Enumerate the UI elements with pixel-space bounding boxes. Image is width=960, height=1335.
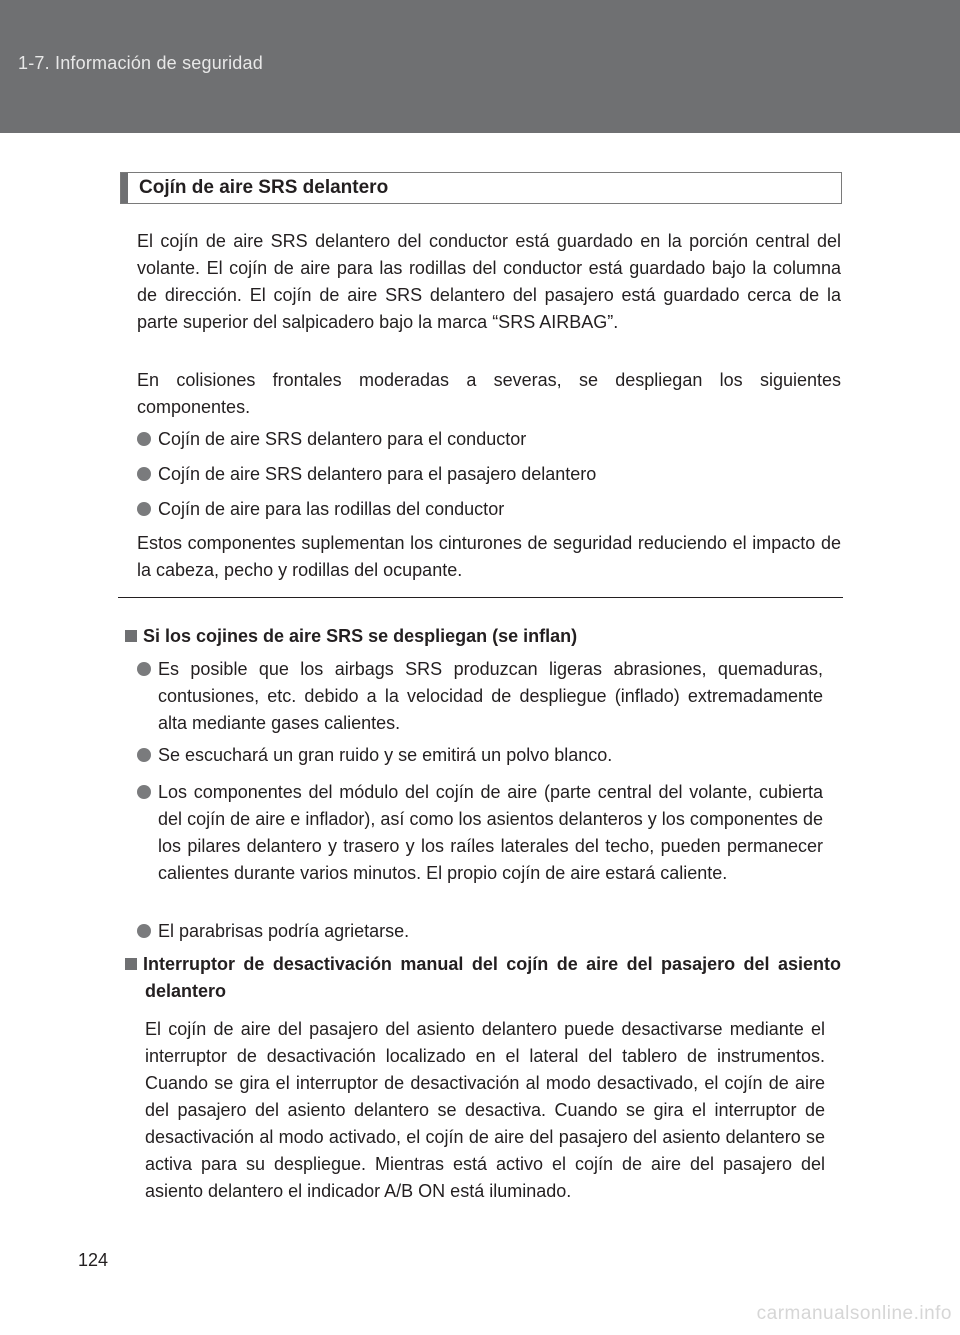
list-item: Cojín de aire SRS delantero para el conductor <box>137 426 526 453</box>
watermark: carmanualsonline.info <box>756 1303 952 1324</box>
section-paragraph-3: Estos componentes suplementan los cinturones de seguridad reduciendo el impacto de la cabeza, pecho y rodillas del ocupante. <box>137 533 841 580</box>
section-heading-box <box>120 172 842 204</box>
bullet-icon <box>137 748 151 762</box>
page-header <box>0 0 960 133</box>
divider <box>118 597 843 598</box>
list-item: Cojín de aire SRS delantero para el pasajero delantero <box>137 461 596 488</box>
bullet-icon <box>137 502 151 516</box>
list-item: El parabrisas podría agrietarse. <box>137 918 409 945</box>
bullet-icon <box>137 785 151 799</box>
square-bullet-icon <box>125 630 137 642</box>
bullet-icon <box>137 432 151 446</box>
list-item: Los componentes del módulo del cojín de aire (parte central del volante, cubierta del cojín de aire e inflador), así como los asientos delanteros y los componentes de los pilares delantero y trasero y los raíles laterales del techo, pueden permanecer calientes durante varios minutos. El propio cojín de aire estará caliente. <box>137 779 823 887</box>
bullet-icon <box>137 924 151 938</box>
header-title: 1-7. Información de seguridad <box>18 53 263 73</box>
note-heading-1: Si los cojines de aire SRS se despliegan (se inflan) <box>125 623 841 650</box>
page-number: 124 <box>78 1250 109 1270</box>
list-item: Se escuchará un gran ruido y se emitirá un polvo blanco. <box>137 742 612 769</box>
section-paragraph-1: El cojín de aire SRS delantero del conductor está guardado en la porción central del volante. El cojín de aire para las rodillas del conductor está guardado bajo la columna de dirección. El cojín de aire SRS delantero del pasajero está guardado cerca de la parte superior del salpicadero bajo la marca “SRS AIRBAG”. <box>137 231 841 332</box>
bullet-icon <box>137 662 151 676</box>
list-item: Es posible que los airbags SRS produzcan ligeras abrasiones, quemaduras, contusiones, etc. debido a la velocidad de despliegue (inflado) extremadamente alta mediante gases calientes. <box>137 656 823 737</box>
note-paragraph: El cojín de aire del pasajero del asiento delantero puede desactivarse mediante el interruptor de desactivación localizado en el lateral del tablero de instrumentos. Cuando se gira el interruptor de desactivación al modo desactivado, el cojín de aire del pasajero del asiento delantero se desactiva. Cuando se gira el interruptor de desactivación al modo activado, el cojín de aire del pasajero del asiento delantero se activa para su despliegue. Mientras está activo el cojín de aire del pasajero del asiento delantero el indicador A/B ON está iluminado. <box>145 1019 825 1201</box>
section-paragraph-2: En colisiones frontales moderadas a severas, se despliegan los siguientes componentes. <box>137 370 841 417</box>
note-heading-2: Interruptor de desactivación manual del cojín de aire del pasajero del asiento delantero <box>125 951 841 1005</box>
square-bullet-icon <box>125 958 137 970</box>
section-title: Cojín de aire SRS delantero <box>139 177 389 198</box>
bullet-icon <box>137 467 151 481</box>
list-item: Cojín de aire para las rodillas del conductor <box>137 496 504 523</box>
section-heading-bar <box>121 173 128 203</box>
